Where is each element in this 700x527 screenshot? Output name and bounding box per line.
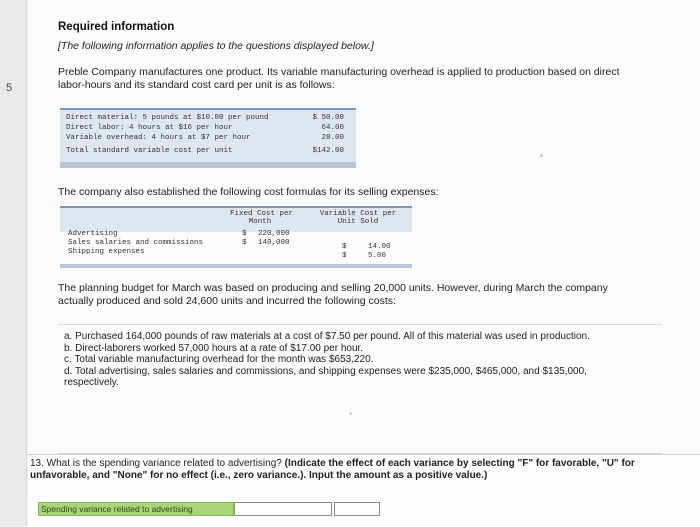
- table-row-fixed-sign: $: [242, 230, 247, 238]
- cost-card-total-amount: $142.00: [312, 147, 344, 155]
- question-instruction: (Indicate the effect of each variance by selecting "F" for favorable, "U" for unfavorable, and "None" for no effect (i.e., zero variance.). Input the amount as a positive value.): [30, 458, 635, 481]
- table-row-variable-value: 5.00: [368, 252, 387, 260]
- table-bottom-bar: [60, 264, 412, 268]
- page-edge: [0, 0, 27, 526]
- required-information-title: Required information: [58, 21, 175, 33]
- planning-paragraph: The planning budget for March was based on producing and selling 20,000 units. However, during March the company actually produced and sold 24,600 units and incurred the following costs:: [58, 282, 608, 307]
- standard-cost-card: [60, 108, 356, 168]
- column-header-fixed: Fixed Cost per Month: [230, 210, 294, 226]
- answer-row-label: Spending variance related to advertising: [38, 502, 234, 516]
- question-prompt: 13. What is the spending variance related to advertising?: [30, 458, 282, 469]
- variance-effect-select[interactable]: [334, 502, 380, 516]
- cost-card-row-amount: $ 50.00: [312, 114, 344, 122]
- list-item: c. Total variable manufacturing overhead for the month was $653,220.: [64, 354, 374, 365]
- page-number: 5: [6, 82, 13, 94]
- table-row-label: Advertising: [68, 230, 118, 238]
- cost-card-bottom-bar: [60, 162, 356, 168]
- table-row-fixed-value: 140,000: [258, 239, 290, 247]
- actual-costs-list: [64, 331, 644, 389]
- cost-card-row-label: Direct material: 5 pounds at $10.00 per pound: [66, 114, 269, 122]
- cost-card-row-amount: 64.00: [321, 124, 344, 132]
- actual-costs-box: [58, 324, 662, 454]
- intro-paragraph: Preble Company manufactures one product. Its variable manufacturing overhead is applied to production based on direct labor-hours and its standard cost card per unit is as follows:: [58, 66, 620, 91]
- dot-mark: [540, 154, 543, 157]
- required-information-note: [The following information applies to the questions displayed below.]: [58, 40, 374, 52]
- cost-card-row-label: Direct labor: 4 hours at $16 per hour: [66, 124, 233, 132]
- table-row-fixed-value: 220,000: [258, 230, 290, 238]
- column-header-variable: Variable Cost per Unit Sold: [319, 210, 397, 226]
- cost-card-row-label: Variable overhead: 4 hours at $7 per hour: [66, 134, 251, 142]
- cost-card-total-label: Total standard variable cost per unit: [66, 147, 233, 155]
- table-row-label: Sales salaries and commissions: [68, 239, 204, 247]
- list-item: a. Purchased 164,000 pounds of raw materials at a cost of $7.50 per pound. All of this material was used in production.: [64, 331, 590, 342]
- dot-mark: [349, 412, 352, 415]
- table-row-variable-sign: $: [342, 252, 347, 260]
- selling-cost-formula-table: [60, 206, 412, 268]
- table-row-fixed-sign: $: [242, 239, 247, 247]
- list-item: b. Direct-laborers worked 57,000 hours at a rate of $17.00 per hour.: [64, 342, 364, 354]
- table-row-variable-value: 14.00: [368, 243, 391, 251]
- spending-variance-amount-input[interactable]: [234, 502, 332, 516]
- cost-card-row-amount: 28.00: [321, 134, 344, 142]
- cost-formula-lead: The company also established the following cost formulas for its selling expenses:: [58, 186, 439, 198]
- list-item: d. Total advertising, sales salaries and commissions, and shipping expenses were $235,000, $465,000, and $135,000, respectively.: [64, 365, 587, 388]
- table-row-variable-sign: $: [342, 243, 347, 251]
- question-text: [30, 458, 660, 482]
- table-row-label: Shipping expenses: [68, 248, 145, 256]
